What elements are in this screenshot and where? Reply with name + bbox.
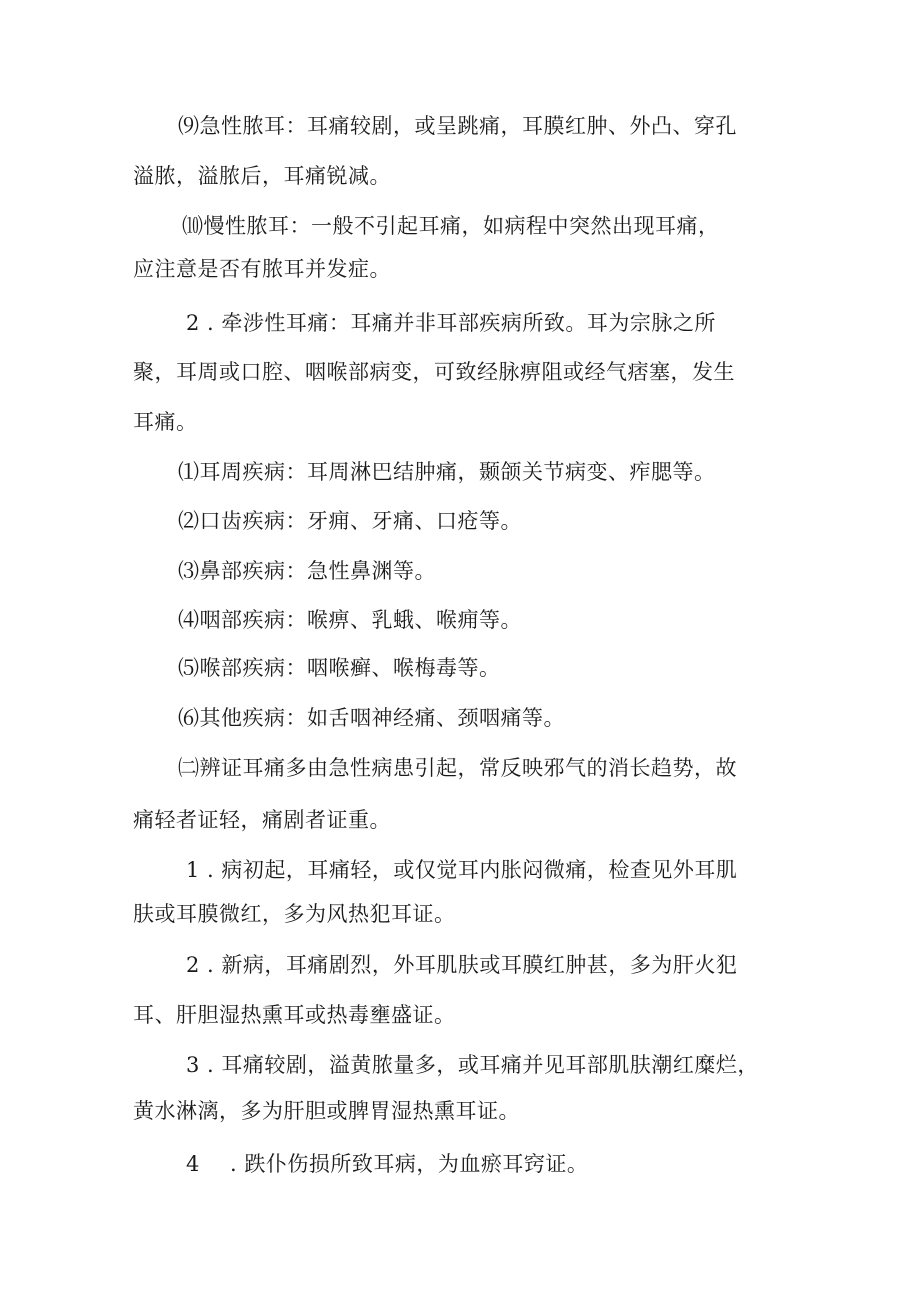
paragraph-line-19: 耳、肝胆湿热熏耳或热毒壅盛证。 xyxy=(133,1003,456,1027)
paragraph-line-17: 肤或耳膜微红，多为风热犯耳证。 xyxy=(133,902,456,926)
paragraph-line-1: ⑼急性脓耳：耳痛较剧，或呈跳痛，耳膜红肿、外凸、穿孔 xyxy=(178,114,737,138)
paragraph-line-14: ㈡辨证耳痛多由急性病患引起，常反映邪气的消长趋势，故 xyxy=(178,756,737,780)
paragraph-line-10: ⑶鼻部疾病：急性鼻渊等。 xyxy=(178,559,436,583)
paragraph-line-3: ⑽慢性脓耳：一般不引起耳痛，如病程中突然出现耳痛， xyxy=(182,214,720,238)
list-number: 4 xyxy=(186,1152,200,1176)
paragraph-line-11: ⑷咽部疾病：喉痹、乳蛾、喉痈等。 xyxy=(178,608,522,632)
paragraph-line-18: 2 . 新病，耳痛剧烈，外耳肌肤或耳膜红肿甚，多为肝火犯 xyxy=(186,953,738,977)
paragraph-line-12: ⑸喉部疾病：咽喉癣、喉梅毒等。 xyxy=(178,656,501,680)
paragraph-line-5: 2 . 牵涉性耳痛：耳痛并非耳部疾病所致。耳为宗脉之所 xyxy=(186,311,716,335)
list-text: . 跌仆伤损所致耳病，为血瘀耳窍证。 xyxy=(230,1152,589,1176)
paragraph-line-4: 应注意是否有脓耳并发症。 xyxy=(133,257,391,281)
paragraph-line-7: 耳痛。 xyxy=(133,410,198,434)
paragraph-line-15: 痛轻者证轻，痛剧者证重。 xyxy=(133,808,391,832)
paragraph-line-22 xyxy=(186,1149,588,1179)
paragraph-line-20: 3 . 耳痛较剧，溢黄脓量多，或耳痛并见耳部肌肤潮红糜烂， xyxy=(186,1053,759,1077)
paragraph-line-13: ⑹其他疾病：如舌咽神经痛、颈咽痛等。 xyxy=(178,706,565,730)
paragraph-line-9: ⑵口齿疾病：牙痈、牙痛、口疮等。 xyxy=(178,509,522,533)
paragraph-line-6: 聚，耳周或口腔、咽喉部病变，可致经脉痹阻或经气痞塞，发生 xyxy=(133,360,735,384)
paragraph-line-2: 溢脓，溢脓后，耳痛锐减。 xyxy=(133,164,391,188)
paragraph-line-16: 1 . 病初起，耳痛轻，或仅觉耳内胀闷微痛，检查见外耳肌 xyxy=(186,858,738,882)
paragraph-line-8: ⑴耳周疾病：耳周淋巴结肿痛，颞颌关节病变、痄腮等。 xyxy=(178,460,716,484)
paragraph-line-21: 黄水淋漓，多为肝胆或脾胃湿热熏耳证。 xyxy=(133,1099,520,1123)
